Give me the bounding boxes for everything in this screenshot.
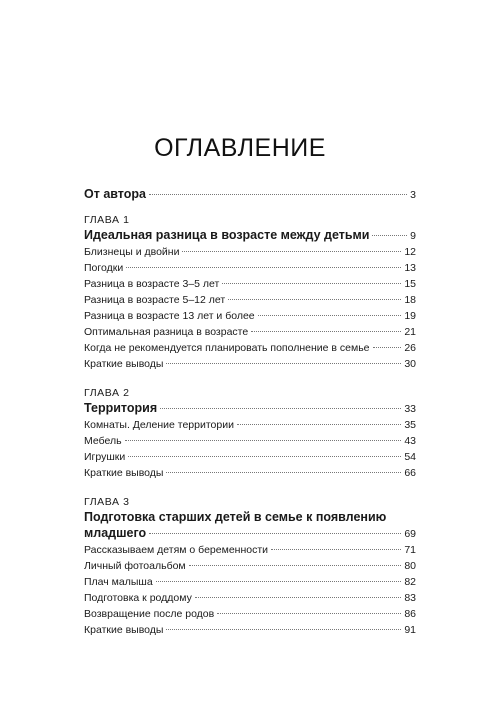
- toc-entry-label: Разница в возрасте 3–5 лет: [84, 278, 220, 290]
- toc-page-number: 86: [404, 608, 416, 620]
- toc-entry: [84, 356, 416, 372]
- toc-entry: [84, 606, 416, 622]
- toc-entry: [84, 542, 416, 558]
- dot-leader: [125, 440, 402, 441]
- toc-page-number: 33: [404, 403, 416, 415]
- toc-entry-label: Краткие выводы: [84, 358, 164, 370]
- dot-leader: [195, 597, 401, 598]
- chapter-title-text: Идеальная разница в возрасте между детьми: [84, 228, 370, 242]
- toc-entry: [84, 276, 416, 292]
- toc-entry-label: От автора: [84, 187, 146, 201]
- toc-entry: [84, 590, 416, 606]
- chapter-label: ГЛАВА 3: [84, 496, 130, 508]
- dot-leader: [156, 581, 402, 582]
- toc-page-number: 12: [404, 246, 416, 258]
- spacer: [84, 481, 416, 489]
- dot-leader: [251, 331, 401, 332]
- toc-page-number: 91: [404, 624, 416, 636]
- dot-leader: [237, 424, 401, 425]
- toc-entry: [84, 433, 416, 449]
- dot-leader: [258, 315, 402, 316]
- toc-entry-label: Оптимальная разница в возрасте: [84, 326, 249, 338]
- dot-leader: [182, 251, 401, 252]
- toc-page-number: 21: [404, 326, 416, 338]
- toc-page-number: 9: [410, 230, 416, 242]
- toc-entry-label: Погодки: [84, 262, 124, 274]
- toc-page-number: 43: [404, 435, 416, 447]
- toc-page-number: 18: [404, 294, 416, 306]
- toc-entry: [84, 622, 416, 638]
- spacer: [84, 372, 416, 380]
- toc-page-number: 66: [404, 467, 416, 479]
- toc-entry-label: Подготовка к роддому: [84, 592, 192, 604]
- chapter-title: [84, 509, 416, 542]
- chapter-label: ГЛАВА 2: [84, 387, 130, 399]
- toc-entry-label: Краткие выводы: [84, 624, 164, 636]
- toc-entry: [84, 558, 416, 574]
- toc-entry: [84, 340, 416, 356]
- dot-leader: [372, 235, 407, 236]
- chapter-title-line2: младшего: [84, 526, 147, 540]
- toc-page-number: 69: [404, 528, 416, 540]
- toc-page-number: 19: [404, 310, 416, 322]
- toc-page-number: 15: [404, 278, 416, 290]
- dot-leader: [149, 533, 401, 534]
- dot-leader: [166, 363, 401, 364]
- toc-page-number: 3: [410, 189, 416, 201]
- chapter-title-text: Территория: [84, 401, 158, 415]
- dot-leader: [166, 472, 401, 473]
- toc-page-number: 80: [404, 560, 416, 572]
- toc-entry-label: Разница в возрасте 5–12 лет: [84, 294, 226, 306]
- toc-page-number: 82: [404, 576, 416, 588]
- dot-leader: [228, 299, 401, 300]
- chapter-label: ГЛАВА 1: [84, 214, 130, 226]
- dot-leader: [373, 347, 402, 348]
- table-of-contents: [84, 186, 416, 638]
- toc-entry: [84, 292, 416, 308]
- toc-entry: [84, 574, 416, 590]
- toc-entry-label: Когда не рекомендуется планировать пополнение в семье: [84, 342, 370, 354]
- dot-leader: [271, 549, 401, 550]
- toc-entry: [84, 308, 416, 324]
- toc-entry-label: Игрушки: [84, 451, 126, 463]
- toc-entry: [84, 260, 416, 276]
- toc-entry: [84, 324, 416, 340]
- chapter-title-line2-row: [84, 525, 416, 542]
- page-title: ОГЛАВЛЕНИЕ: [154, 134, 326, 162]
- dot-leader: [189, 565, 402, 566]
- toc-entry-label: Плач малыша: [84, 576, 153, 588]
- chapter-title-line1: Подготовка старших детей в семье к появлению: [84, 510, 387, 524]
- toc-page-number: 13: [404, 262, 416, 274]
- dot-leader: [166, 629, 401, 630]
- dot-leader: [128, 456, 401, 457]
- toc-entry: [84, 417, 416, 433]
- dot-leader: [126, 267, 401, 268]
- toc-entry-author: [84, 186, 416, 203]
- toc-entry-label: Рассказываем детям о беременности: [84, 544, 269, 556]
- toc-entry-label: Разница в возрасте 13 лет и более: [84, 310, 255, 322]
- toc-entry-label: Близнецы и двойни: [84, 246, 180, 258]
- toc-page-number: 54: [404, 451, 416, 463]
- toc-entry: [84, 244, 416, 260]
- toc-entry-label: Возвращение после родов: [84, 608, 215, 620]
- toc-page-number: 35: [404, 419, 416, 431]
- dot-leader: [222, 283, 401, 284]
- chapter-title: [84, 227, 416, 244]
- dot-leader: [217, 613, 401, 614]
- toc-entry-label: Комнаты. Деление территории: [84, 419, 234, 431]
- toc-entry-label: Мебель: [84, 435, 122, 447]
- toc-page-number: 30: [404, 358, 416, 370]
- dot-leader: [149, 194, 407, 195]
- toc-page-number: 83: [404, 592, 416, 604]
- toc-entry: [84, 465, 416, 481]
- toc-page-number: 71: [404, 544, 416, 556]
- dot-leader: [160, 408, 401, 409]
- toc-page-number: 26: [404, 342, 416, 354]
- toc-entry-label: Краткие выводы: [84, 467, 164, 479]
- toc-entry: [84, 449, 416, 465]
- chapter-title: [84, 400, 416, 417]
- toc-entry-label: Личный фотоальбом: [84, 560, 186, 572]
